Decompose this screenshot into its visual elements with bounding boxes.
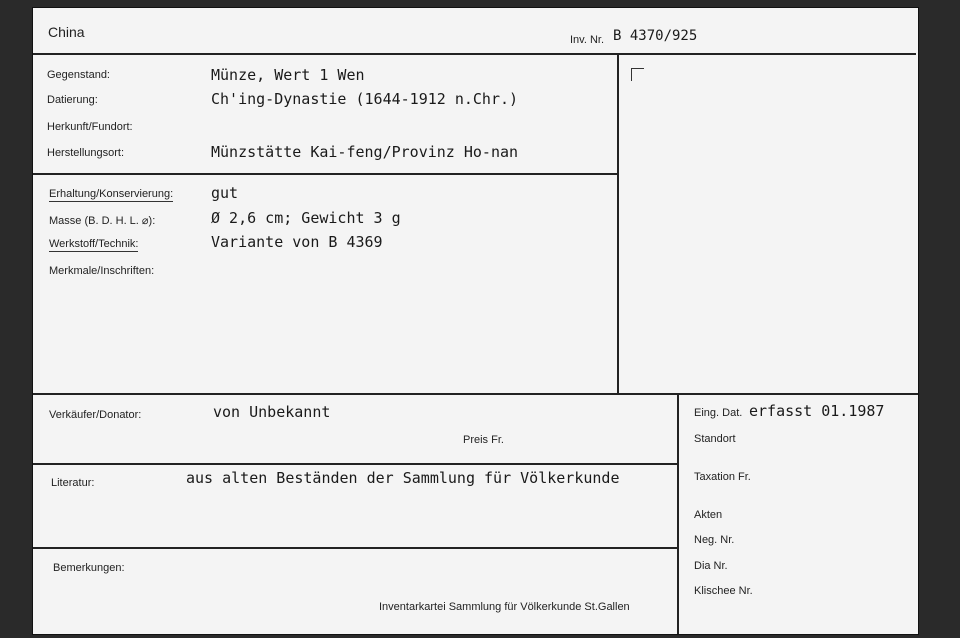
divider-object [33,173,618,175]
gegenstand-label: Gegenstand: [47,69,110,81]
divider-condition [33,393,918,395]
erhaltung-label: Erhaltung/Konservierung: [49,188,174,200]
datierung-value: Ch'ing-Dynastie (1644-1912 n.Chr.) [211,90,519,108]
footer-text: Inventarkartei Sammlung für Völkerkunde St.Gallen [379,601,630,613]
inv-nr-label: Inv. Nr. [570,34,605,46]
herstellungsort-label: Herstellungsort: [47,147,125,159]
standort-label: Standort [694,433,736,445]
divider-header [33,53,916,55]
divider-sidebar [677,393,679,634]
herkunft-label: Herkunft/Fundort: [47,121,133,133]
inv-nr-value: B 4370/925 [613,28,698,44]
country-label: China [48,24,85,40]
divider-literature [33,547,678,549]
eing-dat-label: Eing. Dat. [694,407,743,419]
literatur-value: aus alten Beständen der Sammlung für Völkerkunde [186,469,620,487]
werkstoff-label: Werkstoff/Technik: [49,238,139,250]
taxation-label: Taxation Fr. [694,471,751,483]
divider-image-area [617,53,619,394]
datierung-label: Datierung: [47,94,98,106]
werkstoff-value: Variante von B 4369 [211,233,383,251]
merkmale-label: Merkmale/Inschriften: [49,265,155,277]
masse-label: Masse (B. D. H. L. ⌀): [49,215,156,227]
klischee-nr-label: Klischee Nr. [694,585,753,597]
akten-label: Akten [694,509,723,521]
divider-seller [33,463,678,465]
literatur-label: Literatur: [51,477,95,489]
preis-label: Preis Fr. [463,434,504,446]
inventory-card [33,8,918,634]
dia-nr-label: Dia Nr. [694,560,728,572]
eing-dat-value: erfasst 01.1987 [749,402,885,420]
neg-nr-label: Neg. Nr. [694,534,735,546]
verkaeufer-label: Verkäufer/Donator: [49,409,142,421]
masse-value: Ø 2,6 cm; Gewicht 3 g [211,209,401,227]
verkaeufer-value: von Unbekannt [213,403,331,421]
gegenstand-value: Münze, Wert 1 Wen [211,66,365,84]
bemerkungen-label: Bemerkungen: [53,562,125,574]
herstellungsort-value: Münzstätte Kai-feng/Provinz Ho-nan [211,143,519,161]
erhaltung-value: gut [211,184,239,202]
corner-mark-icon [631,68,644,81]
